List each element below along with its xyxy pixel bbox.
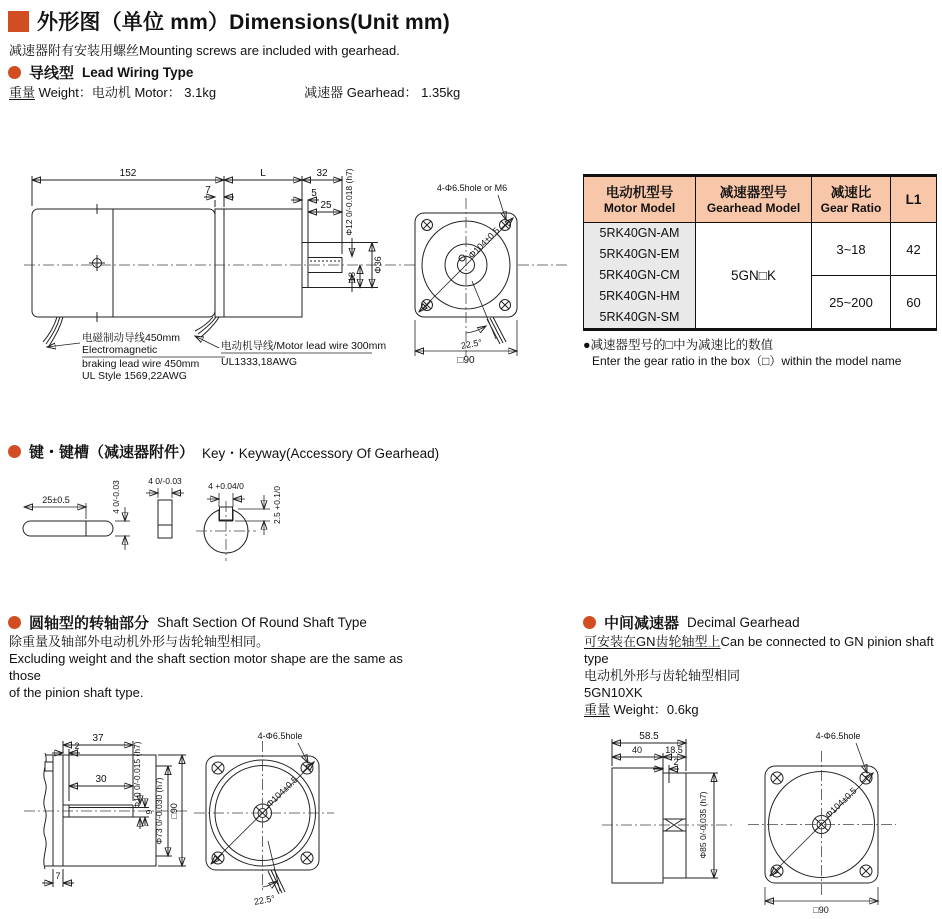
keyway-depth-label: 2.5 +0.1/0 <box>272 485 282 525</box>
header-gearhead-model: 减速器型号 Gearhead Model <box>696 176 812 223</box>
key-length-label: 25±0.5 <box>42 495 70 505</box>
dim-L-label: L <box>260 168 266 179</box>
dim-7-label: 7 <box>205 185 211 196</box>
gearhead-model-cell: 5GN□K <box>696 223 812 330</box>
mounting-holes-label: 4-Φ6.5hole <box>815 731 861 741</box>
round-shaft-body-en2: of the pinion shaft type. <box>9 685 144 700</box>
dim-2-label: 2 <box>74 741 80 751</box>
gear-ratio-note-en: Enter the gear ratio in the box（□）within the model name <box>592 354 902 368</box>
brake-wire-line3: braking lead wire 450mm <box>82 358 200 370</box>
dim-7-label: 7 <box>55 871 61 881</box>
dim-58-5-label: 58.5 <box>639 731 659 742</box>
gear-ratio-high-cell: 25~200 <box>812 276 891 330</box>
key-heading-cn: 键・键槽（减速器附件） <box>29 444 195 461</box>
dim-25-label: 25 <box>320 200 332 211</box>
mounting-holes-label: 4-Φ6.5hole <box>257 731 303 741</box>
dim-30-label: 30 <box>95 774 107 785</box>
round-shaft-drawing <box>18 713 408 919</box>
dim-152-label: 152 <box>119 168 137 179</box>
round-shaft-body-en1: Excluding weight and the shaft section motor shape are the same as those <box>9 651 403 683</box>
boss-diameter-label: Φ36 <box>373 256 383 274</box>
flange-front-view <box>415 183 517 366</box>
flange-diameter-label: Φ104±0.5 <box>466 225 502 261</box>
brake-wire-line1: 电磁制动导线450mm <box>82 332 181 344</box>
shaft-front-view <box>194 731 334 907</box>
weight-gearhead: 减速器 Gearhead： 1.35kg <box>304 85 461 100</box>
page-title: 外形图（单位 mm）Dimensions(Unit mm) <box>37 11 450 34</box>
shaft-diameter-label: Φ10 0/-0.015 (h7) <box>132 741 142 809</box>
gearhead-spec-table-wrap <box>583 174 937 331</box>
gearhead-spec-table <box>583 174 937 331</box>
bullet-icon <box>8 445 21 458</box>
gear-ratio-note <box>583 337 938 369</box>
decimal-line1: 可安装在GN齿轮轴型上Can be connected to GN pinion shaft type <box>584 634 934 666</box>
decimal-gearhead-drawing <box>598 713 942 919</box>
header-gear-ratio: 减速比 Gear Ratio <box>812 176 891 223</box>
decimal-side-view <box>602 731 734 883</box>
dim-18-5-label: 18.5 <box>665 745 683 755</box>
title-square-icon <box>8 11 29 32</box>
shaft-side-view <box>24 733 190 887</box>
keyway-width-label: 4 +0.04/0 <box>208 481 244 491</box>
motor-model: 5RK40GN-AM <box>599 226 680 240</box>
motor-model: 5RK40GN-HM <box>599 289 680 303</box>
l1-low-cell: 42 <box>891 223 937 276</box>
table-row <box>584 223 937 276</box>
page-header <box>8 6 450 36</box>
weight-line <box>9 84 460 101</box>
brake-wire-line2: Electromagnetic <box>82 344 158 356</box>
brake-wire-callout <box>43 317 225 382</box>
angle-label: 22.5° <box>460 337 483 351</box>
square-size-label: □90 <box>813 905 829 915</box>
key-heading-en: Key・Keyway(Accessory Of Gearhead) <box>202 445 440 461</box>
lead-wiring-heading-en: Lead Wiring Type <box>82 65 194 80</box>
dim-18-label: 18 <box>347 271 357 283</box>
round-shaft-body <box>9 633 429 701</box>
shaft-flat-label: 9 <box>144 809 154 815</box>
decimal-heading-cn: 中间减速器 <box>604 615 680 632</box>
key-side-view <box>23 480 130 550</box>
dim-37-label: 37 <box>92 733 104 744</box>
section-decimal-gearhead-heading <box>583 612 800 633</box>
flange-diameter-label: Φ104±0.5 <box>823 785 859 821</box>
dim-32-label: 32 <box>316 168 328 179</box>
lead-wiring-heading-cn: 导线型 <box>29 65 75 82</box>
section-round-shaft-heading <box>8 612 367 633</box>
decimal-front-view <box>748 731 896 915</box>
brake-wire-line4: UL Style 1569,22AWG <box>82 370 187 382</box>
header-l1: L1 <box>891 176 937 223</box>
keyway-section-view <box>196 481 282 561</box>
key-cross-section <box>146 476 184 538</box>
key-height-label: 4 0/-0.03 <box>111 480 121 514</box>
mounting-holes-label: 4-Φ6.5hole or M6 <box>436 183 508 193</box>
motor-wire-line1: 电动机导线/Motor lead wire 300mm <box>221 340 387 352</box>
section-lead-wiring-heading <box>8 62 193 83</box>
dim-40-label: 40 <box>631 745 643 755</box>
motor-wire-line2: UL1333,18AWG <box>221 356 298 368</box>
dim-2-label: 2 <box>673 757 679 767</box>
key-keyway-drawing <box>18 463 308 573</box>
round-shaft-heading-cn: 圆轴型的转轴部分 <box>29 615 150 632</box>
decimal-line3: 5GN10XK <box>584 685 643 700</box>
decimal-heading-en: Decimal Gearhead <box>687 615 800 630</box>
round-shaft-body-cn: 除重量及轴部外电动机外形与齿轮轴型相同。 <box>9 634 270 649</box>
page-subtitle: 减速器附有安装用螺丝Mounting screws are included with gearhead. <box>9 43 400 58</box>
motor-model: 5RK40GN-EM <box>599 247 680 261</box>
round-shaft-heading-en: Shaft Section Of Round Shaft Type <box>157 615 367 630</box>
bullet-icon <box>8 66 21 79</box>
header-motor-model: 电动机型号 Motor Model <box>584 176 696 223</box>
l1-high-cell: 60 <box>891 276 937 330</box>
motor-model: 5RK40GN-CM <box>599 268 680 282</box>
lead-wiring-drawing <box>20 150 580 425</box>
weight-label-cn: 重量 <box>9 85 36 100</box>
decimal-weight-line: 重量 Weight：0.6kg <box>584 702 699 717</box>
gear-ratio-low-cell: 3~18 <box>812 223 891 276</box>
bullet-icon <box>583 616 596 629</box>
flange-diameter-label: Φ104±0.5 <box>264 774 300 810</box>
shaft-diameter-label: Φ12 0/-0.018 (h7) <box>344 168 354 236</box>
spigot-diameter-label: Φ85 0/-0.035 (h7) <box>698 791 708 859</box>
decimal-line2: 电动机外形与齿轮轴型相同 <box>584 668 741 683</box>
bullet-icon <box>8 616 21 629</box>
square-size-label: □90 <box>457 355 475 366</box>
motor-model-cell <box>584 223 696 330</box>
decimal-gearhead-body <box>584 633 940 718</box>
motor-model: 5RK40GN-SM <box>599 310 680 324</box>
table-header-row <box>584 176 937 223</box>
pilot-diameter-label: Φ73 0/-0.030 (h7) <box>154 777 164 845</box>
gear-ratio-note-cn: ●减速器型号的□中为减速比的数值 <box>583 338 774 352</box>
angle-label: 22.5° <box>253 893 276 907</box>
key-width-label: 4 0/-0.03 <box>148 476 182 486</box>
motor-wire-callout <box>195 317 386 368</box>
dim-5-label: 5 <box>311 188 317 199</box>
weight-motor: Weight：电动机 Motor： 3.1kg <box>35 85 217 100</box>
square-side-label: □90 <box>169 803 179 819</box>
section-key-keyway-heading <box>8 441 439 462</box>
